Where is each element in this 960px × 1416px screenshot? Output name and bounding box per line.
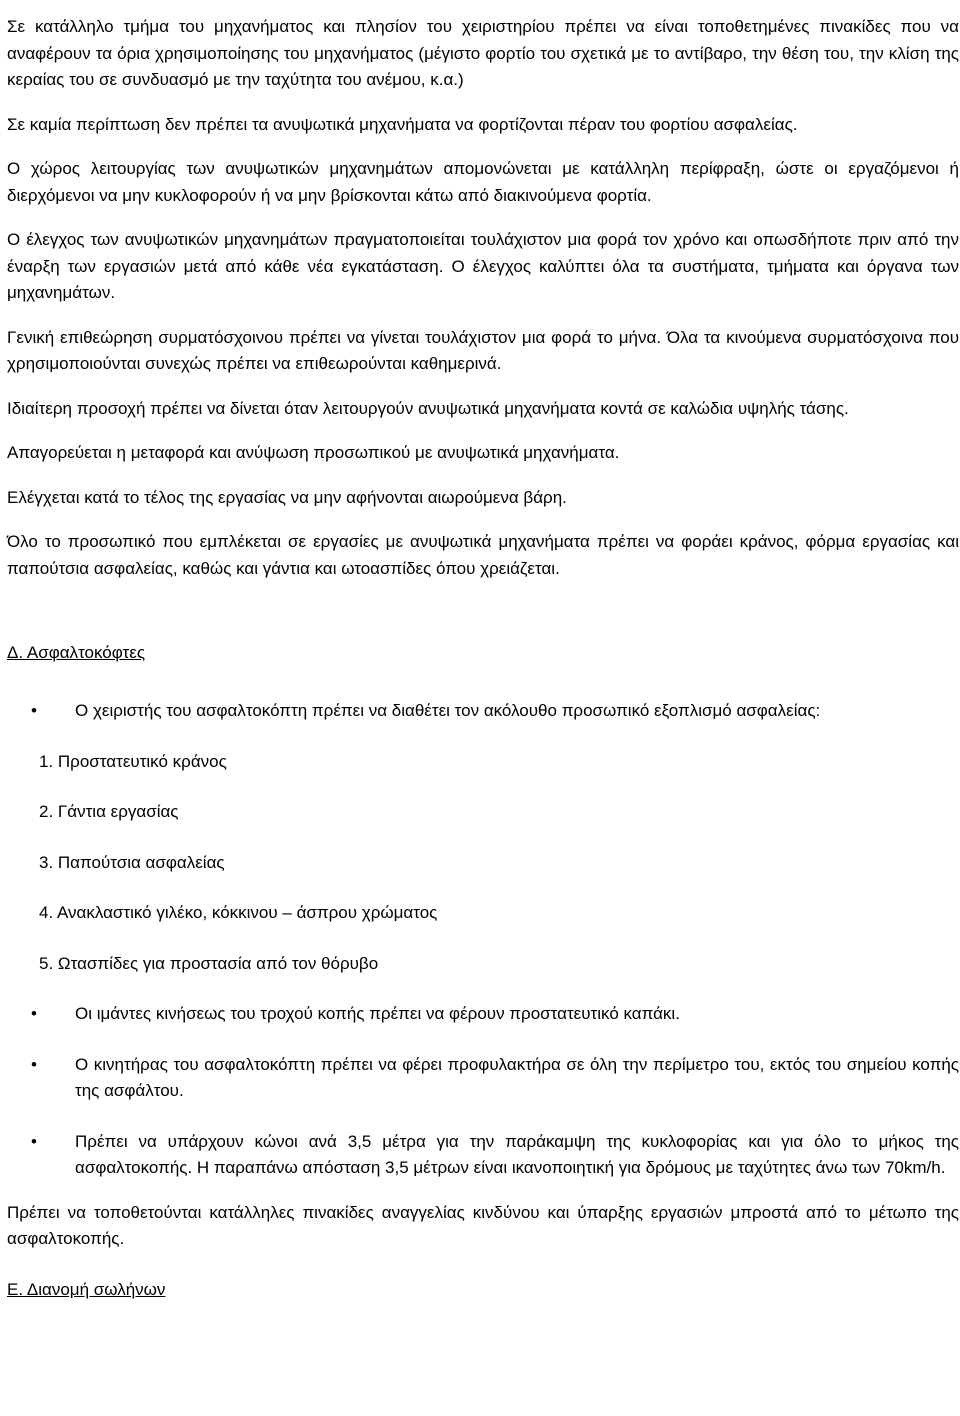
section-heading-e	[7, 1277, 959, 1303]
paragraph-inspection: Ο έλεγχος των ανυψωτικών μηχανημάτων πραγματοποιείται τουλάχιστον μια φορά τον χρόνο και οπωσδήποτε πριν από την έναρξη των εργασιών μετά από κάθε νέα εγκατάσταση. Ο έλεγχος καλύπτει όλα τα συστήματα, τμήματα και όργανα των μηχανημάτων.	[7, 230, 959, 302]
bullet-icon: •	[31, 1004, 37, 1023]
section-letter-d: Δ.	[7, 643, 24, 662]
section-title-e: Διανομή σωλήνων	[26, 1279, 166, 1299]
bullet-icon: •	[31, 701, 37, 720]
numbered-item-1: 1. Προστατευτικό κράνος	[39, 751, 227, 771]
list-item-text: Ο χειριστής του ασφαλτοκόπτη πρέπει να διαθέτει τον ακόλουθο προσωπικό εξοπλισμό ασφαλείας:	[75, 701, 821, 720]
list-item-text: Οι ιμάντες κινήσεως του τροχού κοπής πρέπει να φέρουν προστατευτικό καπάκι.	[75, 1004, 680, 1023]
bullet-icon: •	[31, 1131, 37, 1151]
paragraph-load-limit: Σε καμία περίπτωση δεν πρέπει τα ανυψωτικά μηχανήματα να φορτίζονται πέραν του φορτίου ασφαλείας.	[7, 114, 798, 134]
numbered-item-3: 3. Παπούτσια ασφαλείας	[39, 852, 225, 872]
list-item-engine-guard	[7, 1052, 959, 1105]
paragraph-fencing: Ο χώρος λειτουργίας των ανυψωτικών μηχανημάτων απομονώνεται με κατάλληλη περίφραξη, ώστε οι εργαζόμενοι ή διερχόμενοι να μην κυκλοφορούν ή να μην βρίσκονται κάτω από διακινούμενα φορτία.	[7, 159, 959, 205]
list-item-cones	[7, 1129, 959, 1182]
section-title-d: Ασφαλτοκόφτες	[26, 643, 146, 662]
paragraph-high-voltage: Ιδιαίτερη προσοχή πρέπει να δίνεται όταν λειτουργούν ανυψωτικά μηχανήματα κοντά σε καλώδια υψηλής τάσης.	[7, 398, 849, 418]
paragraph-wire-rope: Γενική επιθεώρηση συρματόσχοινου πρέπει να γίνεται τουλάχιστον μια φορά το μήνα. Όλα τα κινούμενα συρματόσχοινα που χρησιμοποιούνται συνεχώς πρέπει να επιθεωρούνται καθημερινά.	[7, 327, 959, 373]
list-item-text: Ο κινητήρας του ασφαλτοκόπτη πρέπει να φέρει προφυλακτήρα σε όλη την περίμετρο του, εκτός του σημείου κοπής της ασφάλτου.	[75, 1054, 959, 1100]
paragraph-suspended-loads: Ελέγχεται κατά το τέλος της εργασίας να μην αφήνονται αιωρούμενα βάρη.	[7, 487, 567, 507]
list-item-belt-cover	[7, 1001, 959, 1028]
list-item-bullet-intro	[7, 698, 959, 725]
numbered-item-4: 4. Ανακλαστικό γιλέκο, κόκκινου – άσπρου χρώματος	[39, 903, 438, 922]
bullet-icon: •	[31, 1054, 37, 1074]
numbered-item-2: 2. Γάντια εργασίας	[39, 802, 179, 821]
paragraph-no-personnel-lift: Απαγορεύεται η μεταφορά και ανύψωση προσωπικού με ανυψωτικά μηχανήματα.	[7, 443, 620, 462]
paragraph-warning-signs: Πρέπει να τοποθετούνται κατάλληλες πινακίδες αναγγελίας κινδύνου και ύπαρξης εργασιών μπροστά από το μέτωπο της ασφαλτοκοπής.	[7, 1202, 959, 1248]
section-heading-d	[7, 640, 959, 666]
paragraph-signage: Σε κατάλληλο τμήμα του μηχανήματος και πλησίον του χειριστηρίου πρέπει να είναι τοποθετημένες πινακίδες που να αναφέρουν τα όρια χρησιμοποίησης του μηχανήματος (μέγιστο φορτίο του σχετικά με το αντίβαρο, την θέση του, την κλίση της κεραίας του σε συνδυασμό με την ταχύτητα του ανέμου, κ.α.)	[7, 17, 959, 89]
list-item-text: Πρέπει να υπάρχουν κώνοι ανά 3,5 μέτρα για την παράκαμψη της κυκλοφορίας και για όλο το μήκος της ασφαλτοκοπής. Η παραπάνω απόσταση 3,5 μέτρων είναι ικανοποιητική για δρόμους με ταχύτητες άνω των 70km/h.	[75, 1131, 959, 1177]
section-letter-e: Ε.	[7, 1279, 24, 1299]
paragraph-ppe: Όλο το προσωπικό που εμπλέκεται σε εργασίες με ανυψωτικά μηχανήματα πρέπει να φοράει κράνος, φόρμα εργασίας και παπούτσια ασφαλείας, καθώς και γάντια και ωτοασπίδες όπου χρειάζεται.	[7, 532, 959, 578]
numbered-item-5: 5. Ωτασπίδες για προστασία από τον θόρυβο	[39, 953, 379, 973]
document-page	[7, 14, 959, 1303]
